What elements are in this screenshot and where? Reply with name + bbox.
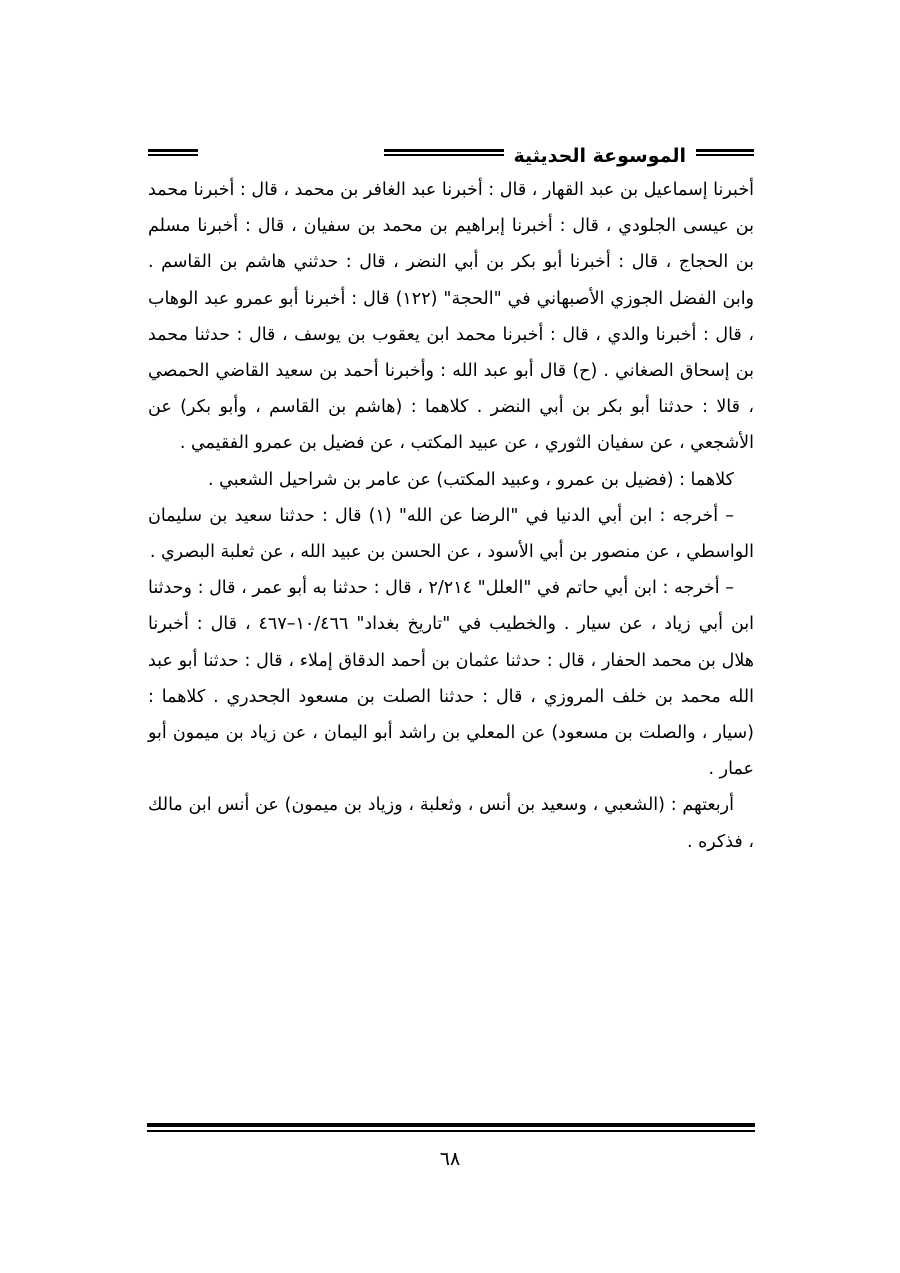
footer-rule-thin <box>147 1130 755 1132</box>
paragraph-takhrij-2: – أخرجه : ابن أبي حاتم في "العلل" ٢/٢١٤ ، قال : حدثنا به أبو عمر ، قال : وحدثنا ابن أبي زياد ، عن سيار . والخطيب في "تاريخ بغداد" ١٠/٤٦٦–٤٦٧ ، قال : أخبرنا هلال بن محمد الحفار ، قال : حدثنا عثمان بن أحمد الدقاق إملاء ، قال : حدثنا أبو عبد الله محمد بن خلف المروزي ، قال : حدثنا الصلت بن مسعود الجحدري . كلاهما : (سيار ، والصلت بن مسعود) عن المعلي بن راشد أبو اليمان ، عن زياد بن ميمون أبو عمار . <box>148 578 755 780</box>
footer-rule <box>147 1123 755 1132</box>
running-header <box>148 143 754 173</box>
paragraph-summary-2: أربعتهم : (الشعبي ، وسعيد بن أنس ، وثعلبة ، وزياد بن ميمون) عن أنس ابن مالك ، فذكره . <box>148 795 754 852</box>
footer-rule-thick <box>147 1123 755 1127</box>
page-number: ٦٨ <box>439 1148 461 1170</box>
paragraph-isnad: أخبرنا إسماعيل بن عبد القهار ، قال : أخبرنا عبد الغافر بن محمد ، قال : أخبرنا محمد بن عيسى الجلودي ، قال : أخبرنا إبراهيم بن محمد بن سفيان ، قال : أخبرنا مسلم بن الحجاج ، قال : أخبرنا أبو بكر بن أبي النضر ، قال : حدثني هاشم بن القاسم . وابن الفضل الجوزي الأصبهاني في "الحجة" (١٢٢) قال : أخبرنا أبو عمرو عبد الوهاب ، قال : أخبرنا والدي ، قال : أخبرنا محمد ابن يعقوب بن يوسف ، قال : حدثنا محمد بن إسحاق الصغاني . (ح) قال أبو عبد الله : وأخبرنا أحمد بن سعيد القاضي الحمصي ، قالا : حدثنا أبو بكر بن أبي النضر . كلاهما : (هاشم بن القاسم ، وأبو بكر) عن الأشجعي ، عن سفيان الثوري ، عن عبيد المكتب ، عن فضيل بن عمرو الفقيمي . <box>148 180 755 454</box>
paragraph-takhrij-1: – أخرجه : ابن أبي الدنيا في "الرضا عن الله" (١) قال : حدثنا سعيد بن سليمان الواسطي ، عن منصور بن أبي الأسود ، عن الحسن بن عبيد الله ، عن ثعلبة البصري . <box>148 505 754 563</box>
header-rule-left <box>148 149 198 156</box>
paragraph-summary-1: كلاهما : (فضيل بن عمرو ، وعبيد المكتب) عن عامر بن شراحيل الشعبي . <box>208 469 734 490</box>
main-text <box>148 172 754 860</box>
page-title: الموسوعة الحديثية <box>504 143 697 169</box>
